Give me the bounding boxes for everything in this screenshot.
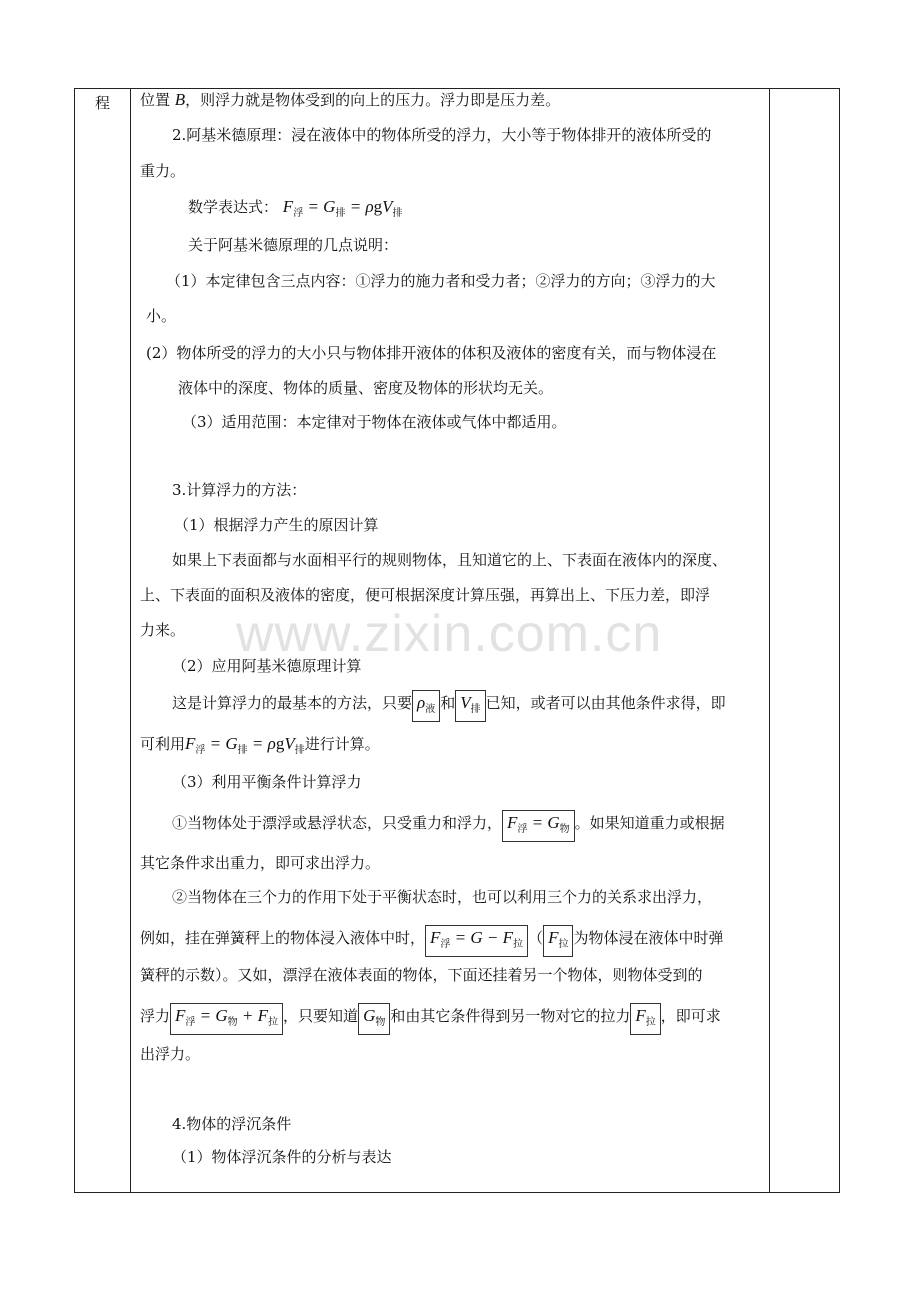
condition-2-line1: ②当物体在三个力的作用下处于平衡状态时，也可以利用三个力的关系求出浮力， [172,888,713,906]
method-2-line1: 这是计算浮力的最基本的方法，只要 $\rho_液$ 和 $V_排$ 已知，或者可以由其他条件求得，即 [172,690,726,722]
float-equation-box: $F_浮 = G_物$ [502,810,575,842]
condition-2-line3: 簧秤的示数）。又如，漂浮在液体表面的物体，下面还挂着另一个物体，则物体受到的 [140,966,703,984]
method-1-line2: 上、下表面的面积及液体的密度，便可根据深度计算压强，再算出上、下压力差，即浮 [140,586,711,604]
section-4-subtitle: （1）物体浮沉条件的分析与表达 [172,1148,392,1166]
notes-title: 关于阿基米德原理的几点说明： [188,236,399,254]
math-variable: B [174,90,186,109]
buoyancy-formula: $F_浮 = G_排 = \rho gV_排$ [282,197,403,219]
note-3: （3）适用范围：本定律对于物体在液体或气体中都适用。 [182,413,567,431]
gravity-box: $G_物$ [358,1003,390,1035]
text-segment: ，则浮力就是物体受到的向上的压力。浮力即是压力差。 [185,91,561,109]
text-line-position-b [140,90,560,110]
condition-1-line1: ①当物体处于漂浮或悬浮状态，只受重力和浮力， $F_浮 = G_物$ 。如果知道重力或根据 [172,810,725,842]
condition-2-line5: 出浮力。 [140,1045,201,1063]
note-1-line2: 小。 [146,307,177,325]
method-3-title: （3）利用平衡条件计算浮力 [172,773,362,791]
section-4-title: 4.物体的浮沉条件 [172,1115,292,1133]
math-label: 数学表达式： [188,198,279,216]
archimedes-principle-line2: 重力。 [140,162,186,180]
method-2-line2: 可利用$F_浮 = G_排 = \rho gV_排$进行计算。 [140,734,380,756]
condition-1-line2: 其它条件求出重力，即可求出浮力。 [140,854,381,872]
pull-force-box-2: $F_拉$ [630,1003,660,1035]
section-3-title: 3.计算浮力的方法： [172,481,307,499]
method-1-title: （1）根据浮力产生的原因计算 [174,516,379,534]
method-1-line3: 力来。 [140,621,186,639]
math-expression-line [188,197,403,224]
note-1-line1: （1）本定律包含三点内容：①浮力的施力者和受力者；②浮力的方向；③浮力的大 [166,272,716,290]
note-2-line1: (2）物体所受的浮力的大小只与物体排开液体的体积及液体的密度有关，而与物体浸在 [146,344,717,362]
spring-scale-equation-box: $F_浮 = G - F_拉$ [425,925,528,957]
rho-liquid-box: $\rho_液$ [412,690,440,722]
buoyancy-formula-inline: $F_浮 = G_排 = \rho gV_排$ [185,734,305,756]
column-divider-left [130,89,131,1192]
condition-2-line4: 浮力 $F_浮 = G_物 + F_拉$ ，只要知道 $G_物$ 和由其它条件得到另一物对它的拉力 $F_拉$ ，即可求 [140,1003,721,1035]
condition-2-line2: 例如，挂在弹簧秤上的物体浸入液体中时， $F_浮 = G - F_拉$ （ $F_拉$ 为物体浸在液体中时弹 [140,925,723,957]
archimedes-principle-line1: 2.阿基米德原理：浸在液体中的物体所受的浮力，大小等于物体排开的液体所受的 [172,126,712,144]
pull-force-box: $F_拉$ [543,925,573,957]
watermark: www.zixin.com.cn [236,605,663,663]
hanging-object-equation-box: $F_浮 = G_物 + F_拉$ [170,1003,283,1035]
v-displaced-box: $V_排$ [455,690,485,722]
note-2-line2: 液体中的深度、物体的质量、密度及物体的形状均无关。 [178,379,554,397]
method-1-line1: 如果上下表面都与水面相平行的规则物体，且知道它的上、下表面在液体内的深度、 [172,551,728,569]
column-divider-right [769,89,770,1192]
method-2-title: （2）应用阿基米德原理计算 [172,657,362,675]
text-segment: 位置 [140,91,175,109]
left-column-label: 程 [94,94,110,112]
